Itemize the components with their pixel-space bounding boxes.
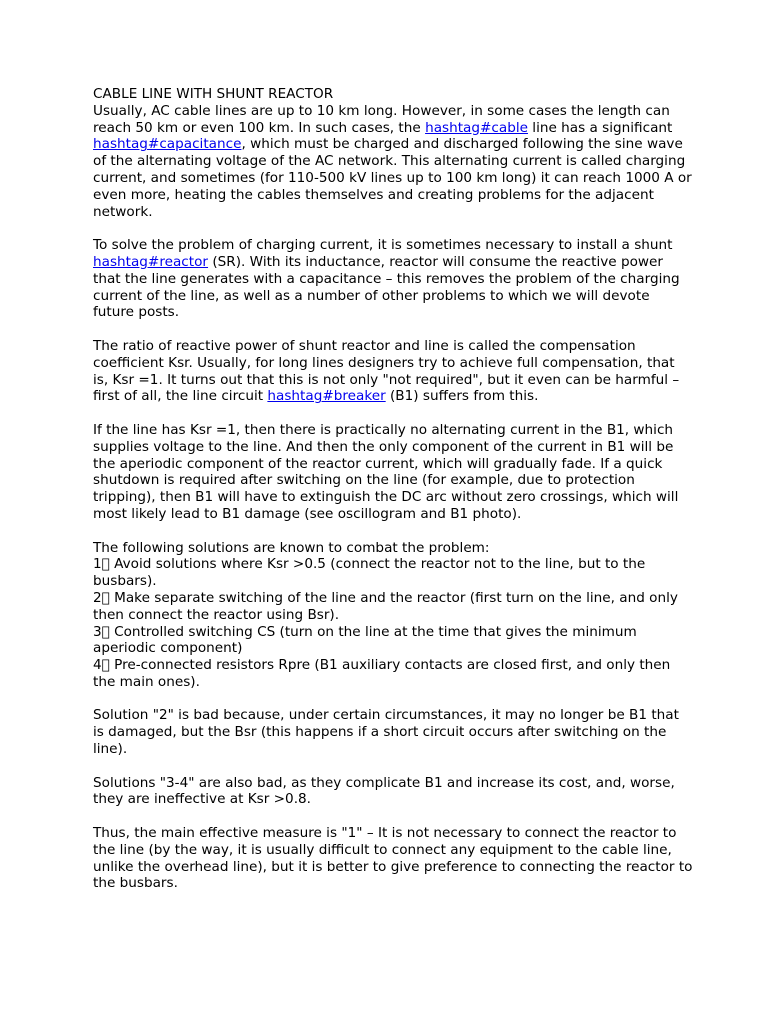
solutions-list: [93, 540, 693, 691]
paragraph-conclusion: Thus, the main effective measure is "1" – It is not necessary to connect the reactor to the line (by the way, it is usually difficult to connect any equipment to the cable line, unlike the overhead line), but it is better to give preference to connecting the reactor to the busbars.: [93, 825, 693, 892]
paragraph-compensation-coefficient: [93, 338, 693, 405]
hashtag-capacitance-link[interactable]: hashtag#capacitance: [93, 136, 242, 153]
list-item: 2⃣ Make separate switching of the line and the reactor (first turn on the line, and only then connect the reactor using Bsr).: [93, 589, 678, 623]
document-title: CABLE LINE WITH SHUNT REACTOR: [93, 86, 334, 102]
paragraph-text: (B1) suffers from this.: [385, 388, 539, 405]
paragraph-text: Usually, AC cable lines are up to 10 km long. However, in some cases the length can reach 50 km or even 100 km. In such cases, the: [93, 102, 670, 136]
paragraph-text: line has a significant: [527, 119, 673, 136]
paragraph-text: (SR). With its inductance, reactor will consume the reactive power that the line generates with a capacitance – this removes the problem of the charging current of the line, as well as a number of other problems to which we will devote future posts.: [93, 253, 680, 321]
solutions-list-intro: The following solutions are known to combat the problem:: [93, 539, 490, 556]
list-item: 3⃣ Controlled switching CS (turn on the line at the time that gives the minimum aperiodic component): [93, 623, 637, 657]
list-item: 4⃣ Pre-connected resistors Rpre (B1 auxiliary contacts are closed first, and only then the main ones).: [93, 657, 671, 690]
paragraph-shunt-reactor: [93, 237, 693, 321]
hashtag-cable-link[interactable]: hashtag#cable: [425, 119, 528, 136]
hashtag-breaker-link[interactable]: hashtag#breaker: [267, 388, 386, 405]
paragraph-cable-capacitance: [93, 103, 693, 221]
paragraph-solutions-three-four: Solutions "3-4" are also bad, as they complicate B1 and increase its cost, and, worse, they are ineffective at Ksr >0.8.: [93, 774, 675, 808]
paragraph-text: To solve the problem of charging current, it is sometimes necessary to install a shunt: [93, 237, 673, 254]
paragraph-ksr-one: If the line has Ksr =1, then there is practically no alternating current in the B1, which supplies voltage to the line. And then the only component of the current in B1 will be the aperiodic component of the reactor current, which will gradually fade. If a quick shutdown is required after switching on the line (for example, due to protection tripping), then B1 will have to extinguish the DC arc without zero crossings, which will most likely lead to B1 damage (see oscillogram and B1 photo).: [93, 421, 679, 522]
hashtag-reactor-link[interactable]: hashtag#reactor: [93, 253, 209, 270]
paragraph-text: , which must be charged and discharged following the sine wave of the alternating voltage of the AC network. This alternating current is called charging current, and sometimes (for 110-500 kV lines up to 100 km long) it can reach 1000 A or even more, heating the cables themselves and creating problems for the adjacent network.: [93, 136, 692, 220]
document-page: [93, 86, 693, 892]
paragraph-text: The ratio of reactive power of shunt reactor and line is called the compensation coefficient Ksr. Usually, for long lines designers try to achieve full compensation, that is, Ksr =1. It turns out that this is not only "not required", but it even can be harmful – first of all, the line circuit: [93, 337, 680, 405]
list-item: 1⃣ Avoid solutions where Ksr >0.5 (connect the reactor not to the line, but to the busbars).: [93, 556, 646, 590]
paragraph-solution-two: Solution "2" is bad because, under certain circumstances, it may no longer be B1 that is damaged, but the Bsr (this happens if a short circuit occurs after switching on the line).: [93, 707, 679, 758]
